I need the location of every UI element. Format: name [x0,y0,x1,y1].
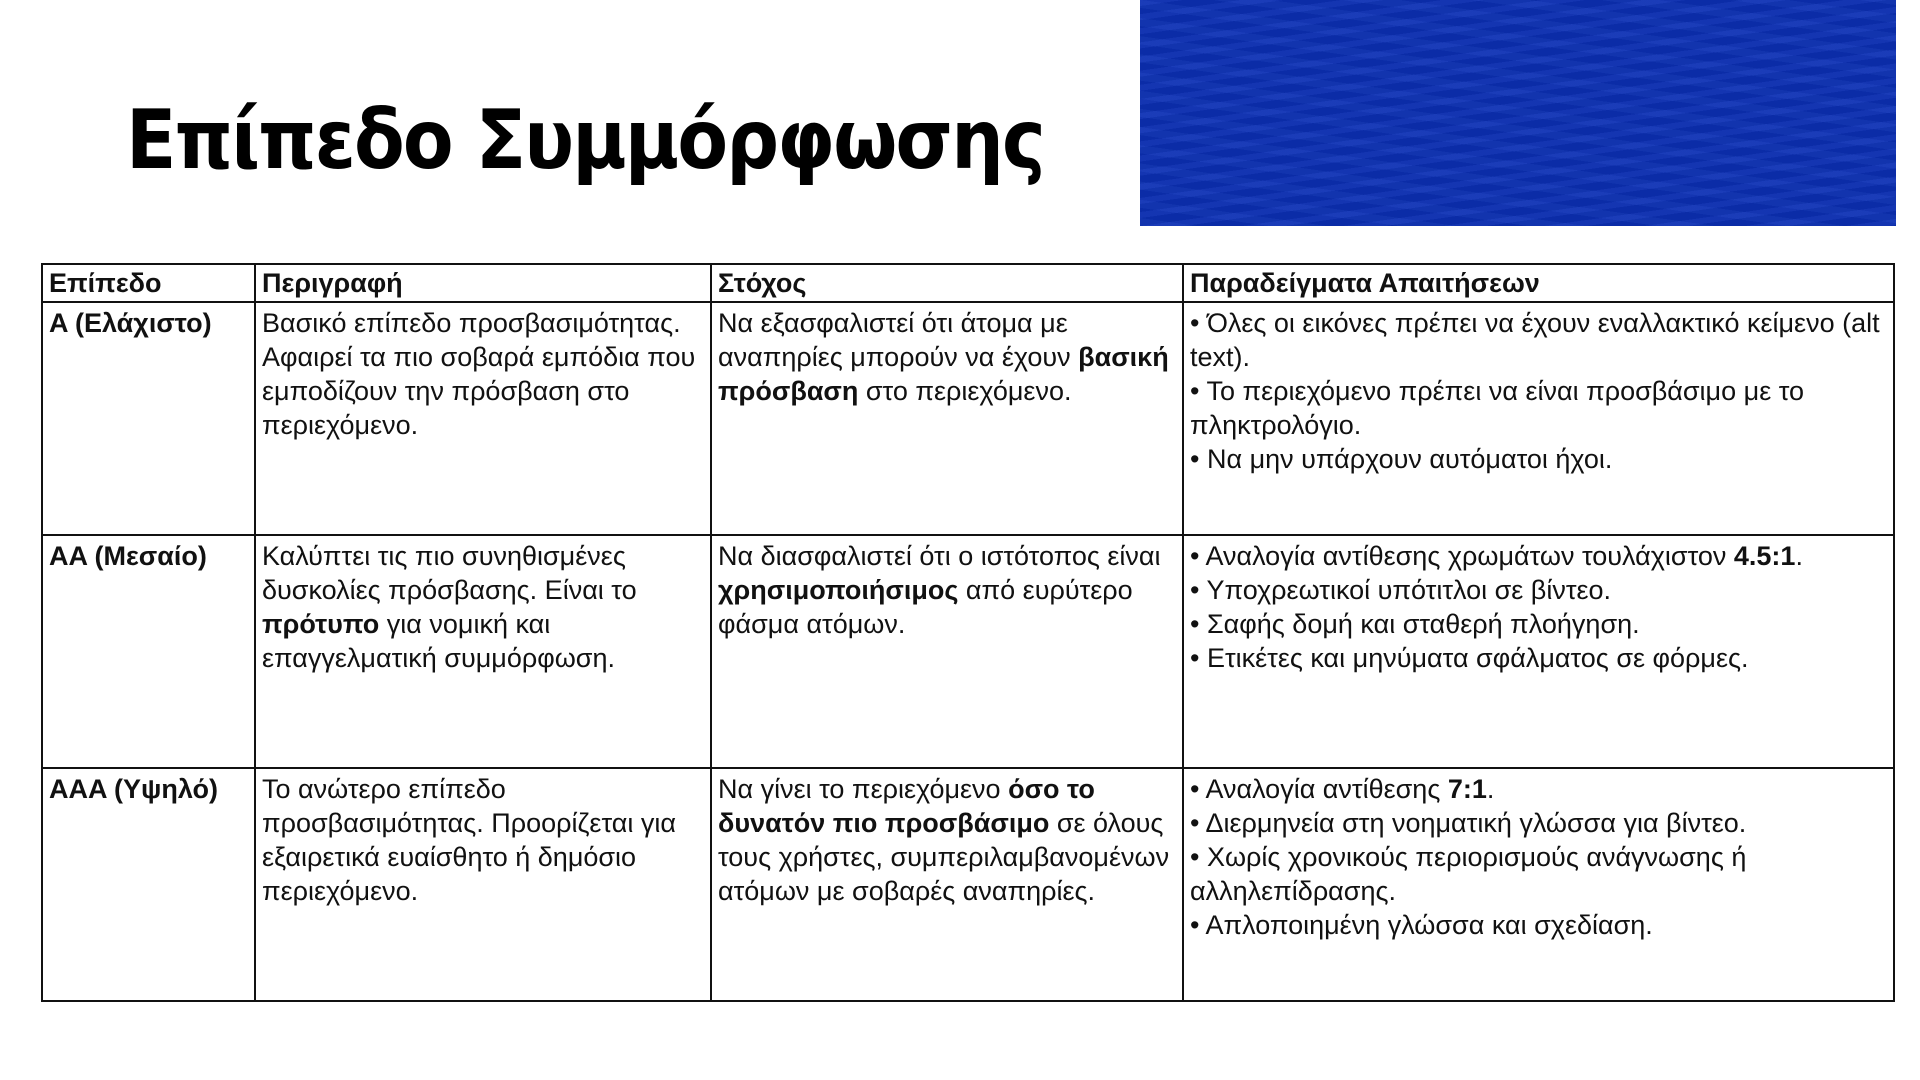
header-requirements: Παραδείγματα Απαιτήσεων [1183,264,1894,302]
requirement-item: • Αναλογία αντίθεσης 7:1. [1190,774,1495,804]
goal-cell: Να εξασφαλιστεί ότι άτομα με αναπηρίες μπορούν να έχουν βασική πρόσβαση στο περιεχόμενο. [711,302,1183,535]
goal-cell: Να διασφαλιστεί ότι ο ιστότοπος είναι χρησιμοποιήσιμος από ευρύτερο φάσμα ατόμων. [711,535,1183,768]
requirements-cell [1183,535,1894,768]
description-cell: Το ανώτερο επίπεδο προσβασιμότητας. Προορίζεται για εξαιρετικά ευαίσθητο ή δημόσιο περιεχόμενο. [255,768,711,1001]
requirement-item: • Όλες οι εικόνες πρέπει να έχουν εναλλακτικό κείμενο (alt text). [1190,308,1880,372]
table-row [42,535,1894,768]
level-cell: A (Ελάχιστο) [42,302,255,535]
compliance-table [41,263,1895,1002]
requirement-item: • Χωρίς χρονικούς περιορισμούς ανάγνωσης ή αλληλεπίδρασης. [1190,842,1747,906]
description-cell: Βασικό επίπεδο προσβασιμότητας. Αφαιρεί τα πιο σοβαρά εμπόδια που εμποδίζουν την πρόσβαση στο περιεχόμενο. [255,302,711,535]
level-cell: AAA (Υψηλό) [42,768,255,1001]
table-row [42,302,1894,535]
requirement-item: • Σαφής δομή και σταθερή πλοήγηση. [1190,609,1640,639]
goal-cell: Να γίνει το περιεχόμενο όσο το δυνατόν πιο προσβάσιμο σε όλους τους χρήστες, συμπεριλαμβανομένων ατόμων με σοβαρές αναπηρίες. [711,768,1183,1001]
decorative-banner [1140,0,1896,226]
page-title: Επίπεδο Συμμόρφωσης [126,93,1044,188]
requirement-item: • Διερμηνεία στη νοηματική γλώσσα για βίντεο. [1190,808,1747,838]
header-goal: Στόχος [711,264,1183,302]
requirement-item: • Το περιεχόμενο πρέπει να είναι προσβάσιμο με το πληκτρολόγιο. [1190,376,1805,440]
requirements-cell [1183,302,1894,535]
requirement-item: • Να μην υπάρχουν αυτόματοι ήχοι. [1190,444,1613,474]
requirements-cell [1183,768,1894,1001]
level-cell: AA (Μεσαίο) [42,535,255,768]
requirement-item: • Υποχρεωτικοί υπότιτλοι σε βίντεο. [1190,575,1612,605]
description-cell: Καλύπτει τις πιο συνηθισμένες δυσκολίες πρόσβασης. Είναι το πρότυπο για νομική και επαγγελματική συμμόρφωση. [255,535,711,768]
requirement-item: • Ετικέτες και μηνύματα σφάλματος σε φόρμες. [1190,643,1749,673]
header-level: Επίπεδο [42,264,255,302]
requirement-item: • Απλοποιημένη γλώσσα και σχεδίαση. [1190,910,1653,940]
requirement-item: • Αναλογία αντίθεσης χρωμάτων τουλάχιστον 4.5:1. [1190,541,1803,571]
table-row [42,768,1894,1001]
header-description: Περιγραφή [255,264,711,302]
table-header-row [42,264,1894,302]
